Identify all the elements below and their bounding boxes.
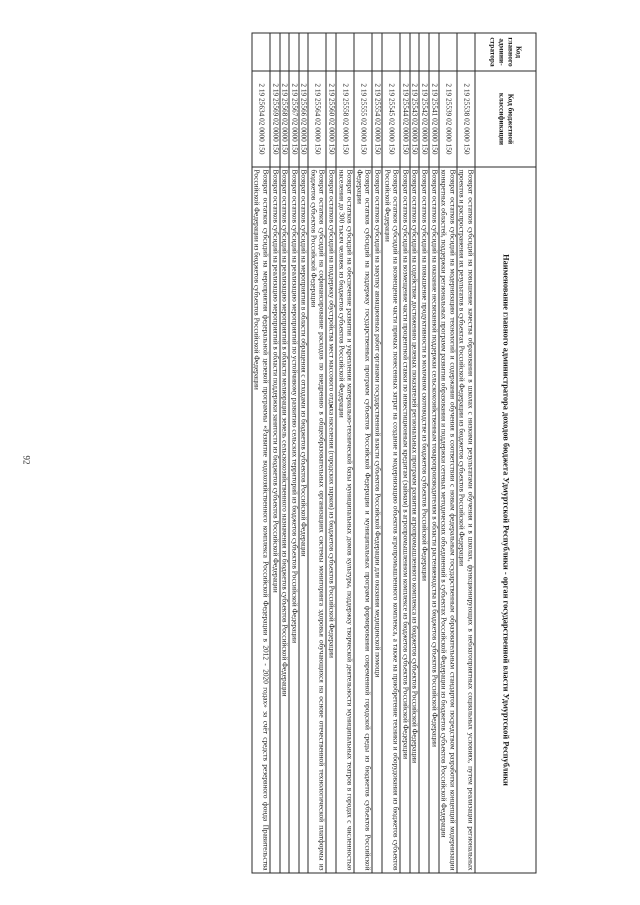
cell-budget-code: 2 19 25564 02 0000 150 bbox=[308, 71, 326, 167]
cell-admin-code bbox=[336, 33, 354, 71]
table-row bbox=[269, 33, 279, 873]
cell-budget-code: 2 19 25567 02 0000 150 bbox=[289, 71, 299, 167]
table-row bbox=[336, 33, 354, 873]
cell-budget-code: 2 19 25544 02 0000 150 bbox=[400, 71, 410, 167]
cell-admin-code bbox=[298, 33, 308, 71]
cell-admin-code bbox=[354, 33, 372, 71]
cell-revenue-name: Возврат остатков субсидий на закупку авиационных работ органами государственной власти субъектов Российской Федерации для оказания медицинской помощи bbox=[372, 167, 382, 873]
cell-revenue-name: Возврат остатков субсидий на обеспечение развития и укрепления материально-технической базы муниципальных домов культуры, поддержку творческой деятельности муниципальных театров в городах с численностью населения до 300 тысяч человек из бюджетов субъектов Российской Федерации bbox=[336, 167, 354, 873]
table-row bbox=[251, 33, 269, 873]
cell-budget-code: 2 19 25545 02 0000 150 bbox=[382, 71, 400, 167]
table-row bbox=[372, 33, 382, 873]
cell-budget-code: 2 19 25634 02 0000 150 bbox=[251, 71, 269, 167]
cell-budget-code: 2 19 25542 02 0000 150 bbox=[419, 71, 429, 167]
budget-revenue-table bbox=[251, 33, 536, 874]
cell-admin-code bbox=[269, 33, 279, 71]
cell-budget-code: 2 19 25541 02 0000 150 bbox=[429, 71, 439, 167]
cell-revenue-name: Возврат остатков субсидий на поддержку государственных программ субъектов Российской Федерации и муниципальных программ формирования современной городской среды из бюджетов субъектов Российской Федерации bbox=[354, 167, 372, 873]
cell-revenue-name: Возврат остатков субсидий на повышение продуктивности в молочном скотоводстве из бюджетов субъектов Российской Федерации bbox=[419, 167, 429, 873]
table-row bbox=[438, 33, 456, 873]
cell-revenue-name: Возврат остатков субсидий на мероприятия в области обращения с отходами из бюджетов субъектов Российской Федерации bbox=[298, 167, 308, 873]
table-row bbox=[419, 33, 429, 873]
cell-admin-code bbox=[279, 33, 289, 71]
cell-revenue-name: Возврат остатков субсидий на возмещение части прямых понесенных затрат на создание и модернизацию объектов агропромышленного комплекса, а также на приобретение техники и оборудования из бюджетов субъектов Российской Федерации bbox=[382, 167, 400, 873]
cell-admin-code bbox=[326, 33, 336, 71]
cell-budget-code: 2 19 25543 02 0000 150 bbox=[409, 71, 419, 167]
cell-revenue-name: Возврат остатков субсидий на содействие достижению целевых показателей региональных программ развития агропромышленного комплекса из бюджетов субъектов Российской Федерации bbox=[409, 167, 419, 873]
cell-admin-code bbox=[456, 33, 474, 71]
table-row bbox=[298, 33, 308, 873]
cell-budget-code: 2 19 25554 02 0000 150 bbox=[372, 71, 382, 167]
table-row bbox=[382, 33, 400, 873]
cell-budget-code: 2 19 25539 02 0000 150 bbox=[438, 71, 456, 167]
cell-revenue-name: Возврат остатков субсидий на возмещение части процентной ставки по инвестиционным кредитам (займам) в агропромышленном комплексе из бюджетов субъектов Российской Федерации bbox=[400, 167, 410, 873]
cell-admin-code bbox=[409, 33, 419, 71]
cell-budget-code: 2 19 25566 02 0000 150 bbox=[298, 71, 308, 167]
header-budget-code: Код бюджетной классификации bbox=[475, 71, 536, 167]
rotated-table-frame bbox=[59, 33, 536, 873]
cell-admin-code bbox=[382, 33, 400, 71]
cell-revenue-name: Возврат остатков субсидий на реализацию мероприятий в области поддержки занятости из бюджетов субъектов Российской Федерации bbox=[269, 167, 279, 873]
cell-revenue-name: Возврат остатков субсидий на модернизацию технологий и содержания обучения в соответствии с новым федеральным государственным образовательным стандартом посредством разработки концепций модернизации конкретных областей, поддержки региональных программ развития образования и поддержки сетевых методических объединений в субъектах Российской Федерации из бюджетов субъектов Российской Федерации bbox=[438, 167, 456, 873]
table-row bbox=[279, 33, 289, 873]
cell-budget-code: 2 19 25560 02 0000 150 bbox=[326, 71, 336, 167]
cell-admin-code bbox=[251, 33, 269, 71]
cell-admin-code bbox=[372, 33, 382, 71]
cell-revenue-name: Возврат остатков субсидий на реализацию мероприятий по устойчивому развитию сельских территорий из бюджетов субъектов Российской Федерации bbox=[289, 167, 299, 873]
table-row bbox=[400, 33, 410, 873]
cell-admin-code bbox=[419, 33, 429, 71]
cell-admin-code bbox=[308, 33, 326, 71]
table-row bbox=[429, 33, 439, 873]
page-number: 92 bbox=[21, 455, 32, 465]
cell-budget-code: 2 19 25538 02 0000 150 bbox=[456, 71, 474, 167]
table-row bbox=[289, 33, 299, 873]
table-header-row bbox=[475, 33, 536, 873]
table-row bbox=[326, 33, 336, 873]
header-admin-code: Код главного админи-стратора bbox=[475, 33, 536, 71]
table-row bbox=[456, 33, 474, 873]
cell-revenue-name: Возврат остатков субсидий на реализацию мероприятий в области мелиорации земель сельскохозяйственного назначения из бюджетов субъектов Российской Федерации bbox=[279, 167, 289, 873]
table-row bbox=[354, 33, 372, 873]
table-row bbox=[308, 33, 326, 873]
table-row bbox=[409, 33, 419, 873]
cell-budget-code: 2 19 25568 02 0000 150 bbox=[279, 71, 289, 167]
cell-admin-code bbox=[400, 33, 410, 71]
cell-admin-code bbox=[289, 33, 299, 71]
cell-admin-code bbox=[438, 33, 456, 71]
cell-revenue-name: Возврат остатков субсидий на повышение качества образования в школах с низкими результатами обучения и в школах, функционирующих в неблагоприятных социальных условиях, путем реализации региональных проектов и распространения их результатов в субъектах Российской Федерации из бюджетов субъектов Российской Федерации bbox=[456, 167, 474, 873]
table-body bbox=[251, 33, 474, 873]
cell-budget-code: 2 19 25569 02 0000 150 bbox=[269, 71, 279, 167]
header-administrator-name: Наименование главного администратора доходов бюджета Удмуртской Республики - орган государственной власти Удмуртской Республики bbox=[475, 167, 536, 873]
cell-revenue-name: Возврат остатков субсидий на поддержку обустройства мест массового отдыха населения (городских парков) из бюджетов субъектов Российской Федерации bbox=[326, 167, 336, 873]
cell-budget-code: 2 19 25555 02 0000 150 bbox=[354, 71, 372, 167]
cell-revenue-name: Возврат остатков субсидий на оказание несвязанной поддержки сельскохозяйственным товаропроизводителям в области растениеводства из бюджетов субъектов Российской Федерации bbox=[429, 167, 439, 873]
cell-revenue-name: Возврат остатков субсидий на мероприятия федеральной целевой программы «Развитие водохозяйственного комплекса Российской Федерации в 2012 - 2020 годах» за счёт средств резервного фонда Правительства Российской Федерации из бюджетов субъектов Российской Федерации bbox=[251, 167, 269, 873]
cell-budget-code: 2 19 25558 02 0000 150 bbox=[336, 71, 354, 167]
cell-admin-code bbox=[429, 33, 439, 71]
cell-revenue-name: Возврат остатков субсидий на софинансирование расходов по внедрению в общеобразовательных организациях системы мониторинга здоровья обучающихся на основе отечественной технологической платформы из бюджетов субъектов Российской Федерации bbox=[308, 167, 326, 873]
